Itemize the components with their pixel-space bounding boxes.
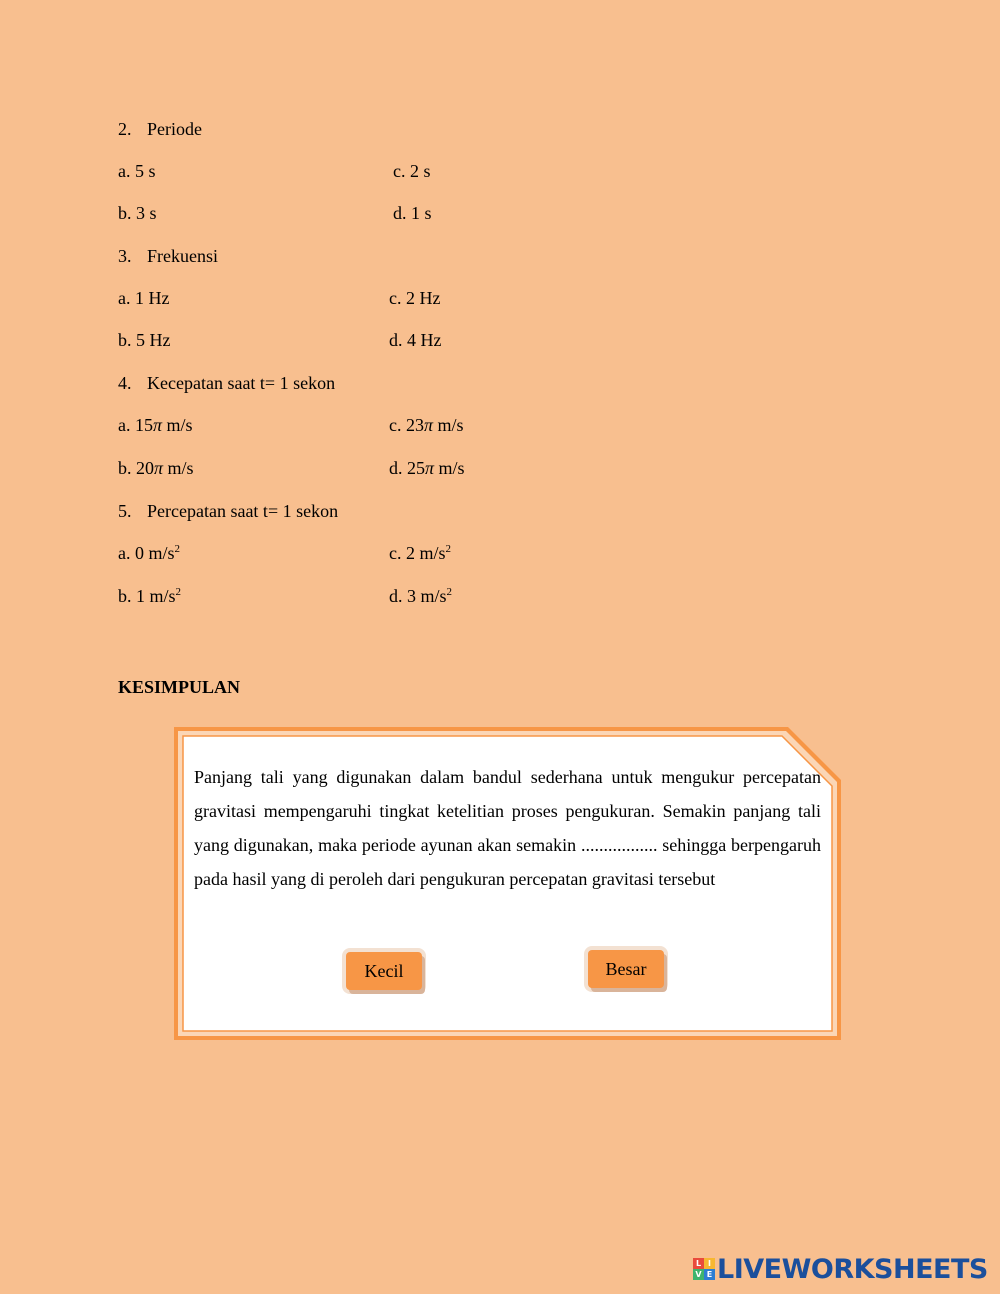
q2-option-c: c. 2 s (393, 161, 431, 181)
conclusion-paragraph: Panjang tali yang digunakan dalam bandul sederhana untuk mengukur percepatan gravitasi mempengaruhi tingkat ketelitian proses pengukuran. Semakin panjang tali yang digunakan, maka periode ayunan akan semakin ................. sehingga berpengaruh pada hasil yang di peroleh dari pengukuran percepatan gravitasi tersebut (194, 767, 821, 889)
choice-kecil-button[interactable]: Kecil (346, 952, 422, 990)
option-value: b. 1 m/s (118, 586, 176, 606)
question-label: Percepatan saat t= 1 sekon (147, 501, 339, 521)
exponent: 2 (446, 586, 453, 598)
q3-option-d: d. 4 Hz (389, 330, 442, 350)
question-label: Kecepatan saat t= 1 sekon (147, 373, 336, 393)
q2-option-b: b. 3 s (118, 203, 157, 223)
liveworksheets-logo (693, 1254, 988, 1284)
q2-option-d: d. 1 s (393, 203, 432, 223)
conclusion-heading: KESIMPULAN (118, 677, 241, 697)
logo-letter-v: V (693, 1269, 704, 1280)
question-number: 5. (118, 501, 132, 521)
option-unit: m/s (433, 415, 464, 435)
pi-symbol: π (425, 458, 435, 478)
q3-option-b: b. 5 Hz (118, 330, 171, 350)
exponent: 2 (174, 543, 180, 555)
option-value: c. 2 m/s (389, 543, 446, 563)
question-label: Frekuensi (147, 246, 218, 266)
option-value: a. 15 (118, 415, 153, 435)
option-unit: m/s (162, 415, 193, 435)
option-value: d. 3 m/s (389, 586, 447, 606)
logo-letter-e: E (704, 1269, 715, 1280)
question-number: 4. (118, 373, 132, 393)
q3-option-c: c. 2 Hz (389, 288, 441, 308)
pi-symbol: π (154, 458, 164, 478)
logo-letter-l: L (693, 1258, 704, 1269)
logo-mark-icon (693, 1258, 715, 1280)
option-unit: m/s (434, 458, 465, 478)
question-number: 3. (118, 246, 132, 266)
logo-letter-i: I (704, 1258, 715, 1269)
exponent: 2 (445, 543, 451, 555)
option-value: a. 0 m/s (118, 543, 175, 563)
choice-besar-button[interactable]: Besar (588, 950, 664, 988)
option-unit: m/s (163, 458, 194, 478)
question-label: Periode (147, 119, 202, 139)
conclusion-text-block (194, 760, 821, 896)
exponent: 2 (175, 586, 182, 598)
pi-symbol: π (424, 415, 434, 435)
option-value: b. 20 (118, 458, 154, 478)
question-number: 2. (118, 119, 132, 139)
q3-option-a: a. 1 Hz (118, 288, 170, 308)
pi-symbol: π (153, 415, 163, 435)
option-value: d. 25 (389, 458, 425, 478)
logo-text: LIVEWORKSHEETS (717, 1253, 988, 1285)
q2-option-a: a. 5 s (118, 161, 156, 181)
option-value: c. 23 (389, 415, 424, 435)
